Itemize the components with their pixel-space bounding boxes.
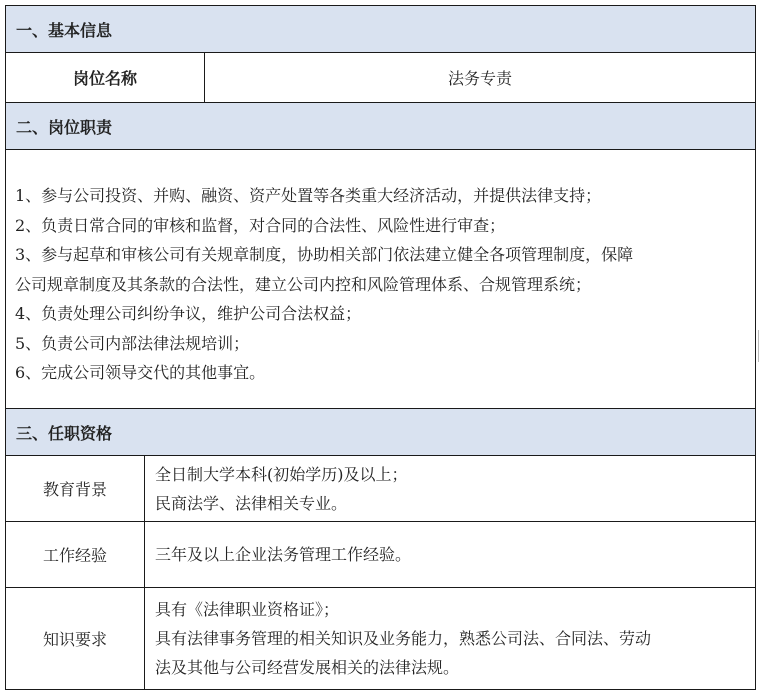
responsibilities-list	[5, 150, 756, 409]
qualification-line: 三年及以上企业法务管理工作经验。	[155, 545, 412, 564]
section-header-basic-info	[5, 5, 756, 53]
duty-item: 6、完成公司领导交代的其他事宜。	[15, 363, 266, 382]
qualification-value	[145, 456, 408, 521]
position-name-value: 法务专责	[447, 69, 512, 88]
section-title: 二、岗位职责	[16, 117, 113, 137]
duty-item: 2、负责日常合同的审核和监督，对合同的合法性、风险性进行审查；	[15, 215, 506, 235]
position-name-label: 岗位名称	[6, 53, 205, 102]
qualification-value	[145, 522, 411, 587]
position-name-row	[5, 53, 756, 103]
qualification-label: 工作经验	[6, 522, 145, 587]
section-header-responsibilities	[5, 103, 756, 150]
duty-item: 5、负责公司内部法律法规培训；	[15, 333, 250, 353]
qualification-row-knowledge	[5, 588, 756, 690]
duty-item: 公司规章制度及其条款的合法性，建立公司内控和风险管理体系、合规管理系统；	[15, 274, 592, 294]
qualification-label: 教育背景	[6, 456, 145, 521]
page-edge-marker	[758, 330, 763, 362]
duty-item: 4、负责处理公司纠纷争议，维护公司合法权益；	[15, 304, 362, 323]
qualification-line: 民商法学、法律相关专业。	[155, 493, 348, 513]
duty-item: 3、参与起草和审核公司有关规章制度，协助相关部门依法建立健全各项管理制度，保障	[15, 245, 634, 264]
qualification-label: 知识要求	[6, 588, 145, 689]
section-title: 一、基本信息	[16, 20, 113, 40]
qualification-row-education	[5, 456, 756, 522]
qualification-row-experience	[5, 522, 756, 588]
duty-item: 1、参与公司投资、并购、融资、资产处置等各类重大经济活动，并提供法律支持；	[15, 186, 602, 205]
section-title: 三、任职资格	[16, 423, 113, 443]
qualification-value	[145, 588, 651, 689]
section-header-qualifications	[5, 409, 756, 456]
qualification-line: 具有《法律职业资格证》；	[155, 600, 340, 619]
qualification-line: 法及其他与公司经营发展相关的法律法规。	[155, 658, 460, 677]
qualification-line: 具有法律事务管理的相关知识及业务能力，熟悉公司法、合同法、劳动	[155, 629, 652, 648]
qualification-line: 全日制大学本科(初始学历)及以上；	[155, 464, 408, 484]
